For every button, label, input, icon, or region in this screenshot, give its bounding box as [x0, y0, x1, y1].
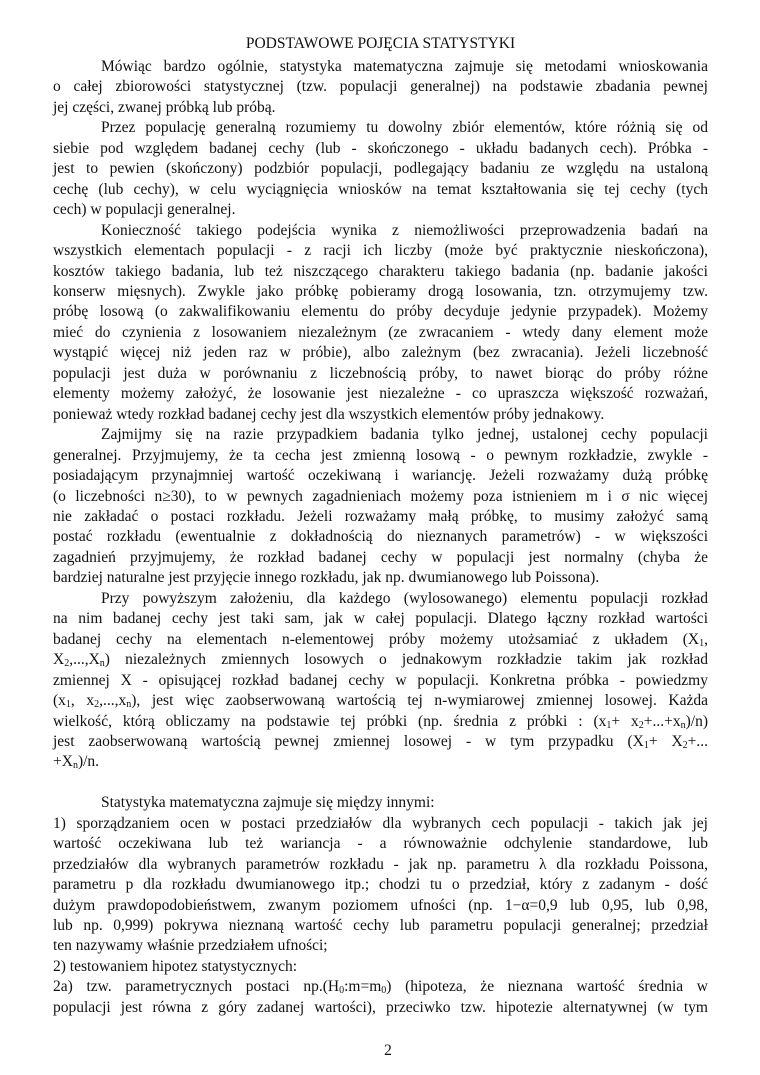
subscript: 0 [339, 985, 345, 997]
subscript: n [126, 699, 132, 711]
text-line: bardziej naturalne jest przyjęcie innego rozkładu, jak np. dwumianowego lub Poissona). [53, 569, 600, 587]
text-line: cechę (lub cechy), w celu wyciągnięcia wniosków na temat kształtowania się tej cechy (tych [53, 180, 708, 198]
text-line: populacji jest równa z góry zadanej wartości), przeciwko tzw. hipotezie alternatywnej (w tym [53, 998, 708, 1016]
text-line: 1) sporządzaniem ocen w postaci przedziałów dla wybranych cech populacji - takich jak jej [53, 814, 708, 832]
subscript: 1 [65, 699, 71, 711]
text-line: dużym prawdopodobieństwem, zwanym poziomem ufności (np. 1−α=0,9 lub 0,95, lub 0,98, [53, 896, 708, 914]
subscript: n [72, 760, 78, 772]
text-line: na nim badanej cechy jest taki sam, jak w całej populacji. Dlatego łączny rozkład wartości [53, 610, 708, 628]
text-line: lub np. 0,999) pokrywa nieznaną wartość cechy lub parametru populacji generalnej; przedział [53, 917, 708, 935]
text-line: parametru p dla rozkładu dwumianowego itp.; chodzi tu o przedział, który z zadanym - dość [53, 876, 708, 894]
text-line [53, 773, 708, 793]
text-line: elementy możemy założyć, że losowanie jest niezależne - co upraszcza większość rozważań, [53, 385, 708, 403]
text-line: ten nazywamy właśnie przedziałem ufności; [53, 937, 328, 955]
text-line: ponieważ wtedy rozkład badanej cechy jest dla wszystkich elementów próby jednakowy. [53, 405, 605, 423]
text-line: jej części, zwanej próbką lub próbą. [53, 98, 276, 116]
text-line: Konieczność takiego podejścia wynika z niemożliwości przeprowadzenia badań na [101, 221, 708, 239]
text-line: Statystyka matematyczna zajmuje się między innymi: [101, 794, 435, 812]
subscript: n [680, 719, 686, 731]
text-line: Mówiąc bardzo ogólnie, statystyka matematyczna zajmuje się metodami wnioskowania [101, 58, 708, 75]
text-line: jest to pewien (skończony) podzbiór populacji, podlegający badaniu ze względu na ustaloną [53, 160, 708, 178]
text-line: generalnej. Przyjmujemy, że ta cecha jest zmienną losową - o pewnym rozkładzie, zwykle - [53, 446, 708, 464]
text-line: $X_2,...,X_n$) niezależnych zmiennych losowych o jednakowym rozkładzie takim jak rozkład [53, 651, 708, 670]
text-line: cech) w populacji generalnej. [53, 201, 236, 219]
text-line: o całej zbiorowości statystycznej (tzw. populacji generalnej) na podstawie zbadania pewnej [53, 78, 708, 96]
text-line: wartość oczekiwana lub też wariancja - a równoważnie odchylenie standardowe, lub [53, 835, 708, 853]
text-line: postać rozkładu (ewentualnie z dokładnością do nieznanych parametrów) - w większości [53, 528, 708, 546]
page-number: 2 [384, 1042, 392, 1059]
subscript: 2 [94, 699, 100, 711]
body-text [53, 57, 708, 1018]
text-line: konserw mięsnych). Zwykle jako próbkę pobieramy drogą losowania, tzn. otrzymujemy tzw. [53, 282, 708, 300]
text-line: $+X_n)/n$. [53, 753, 100, 772]
text-line: zmiennej X - opisującej rozkład badanej cechy w populacji. Konkretna próbka - powiedzmy [53, 671, 708, 689]
text-line: posiadającym przynajmniej wartość oczekiwaną i wariancję. Jeżeli rozważamy dużą próbkę [53, 467, 708, 485]
text-line: wszystkich elementach populacji - z racji ich liczby (może być praktycznie nieskończona), [53, 242, 708, 260]
subscript: n [99, 658, 105, 670]
text-line: jest zaobserwowaną wartością pewnej zmiennej losowej - w tym przypadku ($X_1+ X_2+$... [53, 732, 709, 751]
text-line: mieć do czynienia z losowaniem niezależnym (ze zwracaniem - wtedy dany element może [53, 323, 708, 341]
text-line: próbę losową (o zakwalifikowaniu elementu do próby decyduje jedynie przypadek). Możemy [53, 303, 708, 321]
text-line: 2a) tzw. parametrycznych postaci $np.(H_0:m=m_0)$ (hipoteza, że nieznana wartość średnia w [53, 978, 708, 997]
text-line: nie zakładać o postaci rozkładu. Jeżeli rozważamy małą próbkę, to musimy założyć samą [53, 507, 708, 525]
text-line: przedziałów dla wybranych parametrów rozkładu - jak np. parametru λ dla rozkładu Poissona, [53, 855, 708, 873]
text-line: zagadnień przyjmujemy, że rozkład badanej cechy w populacji jest normalny (chyba że [53, 548, 708, 566]
text-line: Zajmijmy się na razie przypadkiem badania tylko jednej, ustalonej cechy populacji [101, 426, 708, 444]
subscript: 2 [638, 719, 644, 731]
text-line: Przez populację generalną rozumiemy tu dowolny zbiór elementów, które różnią się od [101, 119, 708, 137]
subscript: 1 [643, 739, 649, 751]
text-line: populacji jest duża w porównaniu z liczebnością próby, to nawet biorąc do próby różne [53, 364, 708, 382]
subscript: 1 [606, 719, 612, 731]
text-line: (o liczebności n≥30), to w pewnych zagadnieniach możemy poza istnieniem m i σ nic więcej [53, 487, 708, 505]
text-line: kosztów takiego badania, lub też niszczącego charakteru takiego badania (np. badanie jakości [53, 262, 708, 280]
text-line: ($x_1$, $x_2,...,x_n$), jest więc zaobserwowaną wartością tej n-wymiarowej zmiennej losowej. Każda [53, 692, 708, 711]
text-line: wystąpić więcej niż jeden raz w próbie), albo zależnym (bez zwracania). Jeżeli liczebność [53, 344, 708, 362]
subscript: 0 [381, 985, 387, 997]
text-line: badanej cechy na elementach n-elementowej próby możemy utożsamiać z układem ($X_1$, [53, 630, 708, 649]
text-line: siebie pod względem badanej cechy (lub - skończonego - układu badanych cech). Próbka - [53, 139, 708, 157]
subscript: 2 [682, 739, 688, 751]
text-line: 2) testowaniem hipotez statystycznych: [53, 957, 298, 975]
page-title: PODSTAWOWE POJĘCIA STATYSTYKI [245, 35, 516, 52]
text-line: Przy powyższym założeniu, dla każdego (wylosowanego) elementu populacji rozkład [101, 589, 708, 607]
subscript: 2 [64, 658, 70, 670]
text-line: wielkość, którą obliczamy na podstawie tej próbki (np. średnia z próbki : $(x_1+ x_2+...+x_n)/n$) [53, 712, 708, 731]
subscript: 1 [699, 637, 705, 649]
